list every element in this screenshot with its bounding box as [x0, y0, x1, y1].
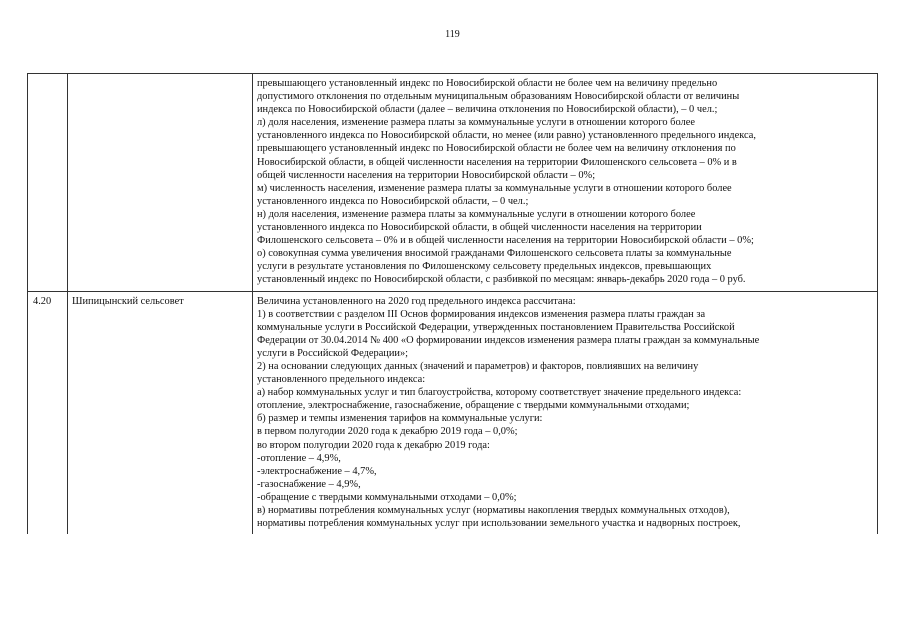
text-line: б) размер и темпы изменения тарифов на коммунальные услуги: [257, 413, 543, 425]
text-line: -обращение с твердыми коммунальными отходами – 0,0%; [257, 491, 517, 503]
text-line: о) совокупная сумма увеличения вносимой гражданами Филошенского сельсовета платы за коммунальные [257, 248, 732, 260]
text-line: Федерации от 30.04.2014 № 400 «О формировании индексов изменения размера платы граждан за коммунальные [257, 334, 760, 346]
text-line: допустимого отклонения по отдельным муниципальным образованиям Новосибирской области от величины [257, 91, 740, 103]
text-line: 1) в соответствии с разделом III Основ формирования индексов изменения размера платы граждан за [257, 308, 706, 320]
text-line: -отопление – 4,9%, [257, 452, 341, 464]
text-line: отопление, электроснабжение, газоснабжение, обращение с твердыми коммунальными отходами; [257, 400, 690, 412]
row-number-cell [28, 74, 68, 292]
text-line: а) набор коммунальных услуг и тип благоустройства, которому соответствует значение предельного индекса: [257, 387, 742, 399]
text-line: превышающего установленный индекс по Новосибирской области не более чем на величину отклонения по [257, 143, 736, 155]
table-row [28, 291, 878, 534]
page-number: 119 [445, 29, 460, 40]
text-line: в первом полугодии 2020 года к декабрю 2019 года – 0,0%; [257, 426, 518, 438]
text-line: установленного индекса по Новосибирской области, но менее (или равно) установленного предельного индекса, [257, 130, 756, 142]
description-cell [253, 291, 878, 534]
document-table [27, 73, 878, 534]
table-row [28, 74, 878, 292]
text-line: л) доля населения, изменение размера платы за коммунальные услуги в отношении которого более [257, 117, 695, 129]
text-line: Новосибирской области, в общей численности населения на территории Филошенского сельсовета – 0% и в [257, 156, 737, 168]
text-line: услуги в Российской Федерации»; [257, 347, 409, 359]
text-line: общей численности населения на территории Новосибирской области – 0%; [257, 169, 596, 181]
text-line: Величина установленного на 2020 год предельного индекса рассчитана: [257, 295, 576, 307]
text-line: м) численность населения, изменение размера платы за коммунальные услуги в отношении которого более [257, 182, 732, 194]
text-line: превышающего установленный индекс по Новосибирской области не более чем на величину предельно [257, 78, 718, 89]
text-line: индекса по Новосибирской области (далее – величина отклонения по Новосибирской области), – 0 чел.; [257, 104, 718, 116]
settlement-name-cell [68, 74, 253, 292]
text-line: нормативы потребления коммунальных услуг при использовании земельного участка и надворных построек, [257, 518, 741, 530]
text-line: установленного предельного индекса: [257, 374, 426, 386]
text-line: установленный индекс по Новосибирской области, с разбивкой по месяцам: январь-декабрь 2020 года – 0 руб. [257, 274, 746, 286]
text-line: услуги в результате установления по Филошенскому сельсовету предельных индексов, превышающих [257, 261, 712, 273]
row-number-cell: 4.20 [28, 291, 68, 534]
text-line: установленного индекса по Новосибирской области, в общей численности населения на территории [257, 222, 702, 234]
text-line: -электроснабжение – 4,7%, [257, 465, 377, 477]
text-line: -газоснабжение – 4,9%, [257, 478, 361, 490]
text-line: коммунальные услуги в Российской Федерации, утвержденных постановлением Правительства Российской [257, 321, 735, 333]
settlement-name-cell: Шипицынский сельсовет [68, 291, 253, 534]
text-line: 2) на основании следующих данных (значений и параметров) и факторов, повлиявших на величину [257, 360, 699, 372]
text-line: н) доля населения, изменение размера платы за коммунальные услуги в отношении которого более [257, 208, 696, 220]
text-line: Филошенского сельсовета – 0% и в общей численности населения на территории Новосибирской области – 0%; [257, 235, 754, 247]
text-line: установленного индекса по Новосибирской области, – 0 чел.; [257, 195, 529, 207]
text-line: в) нормативы потребления коммунальных услуг (нормативы накопления твердых коммунальных отходов), [257, 505, 730, 516]
text-line: во втором полугодии 2020 года к декабрю 2019 года: [257, 439, 490, 451]
description-cell [253, 74, 878, 292]
